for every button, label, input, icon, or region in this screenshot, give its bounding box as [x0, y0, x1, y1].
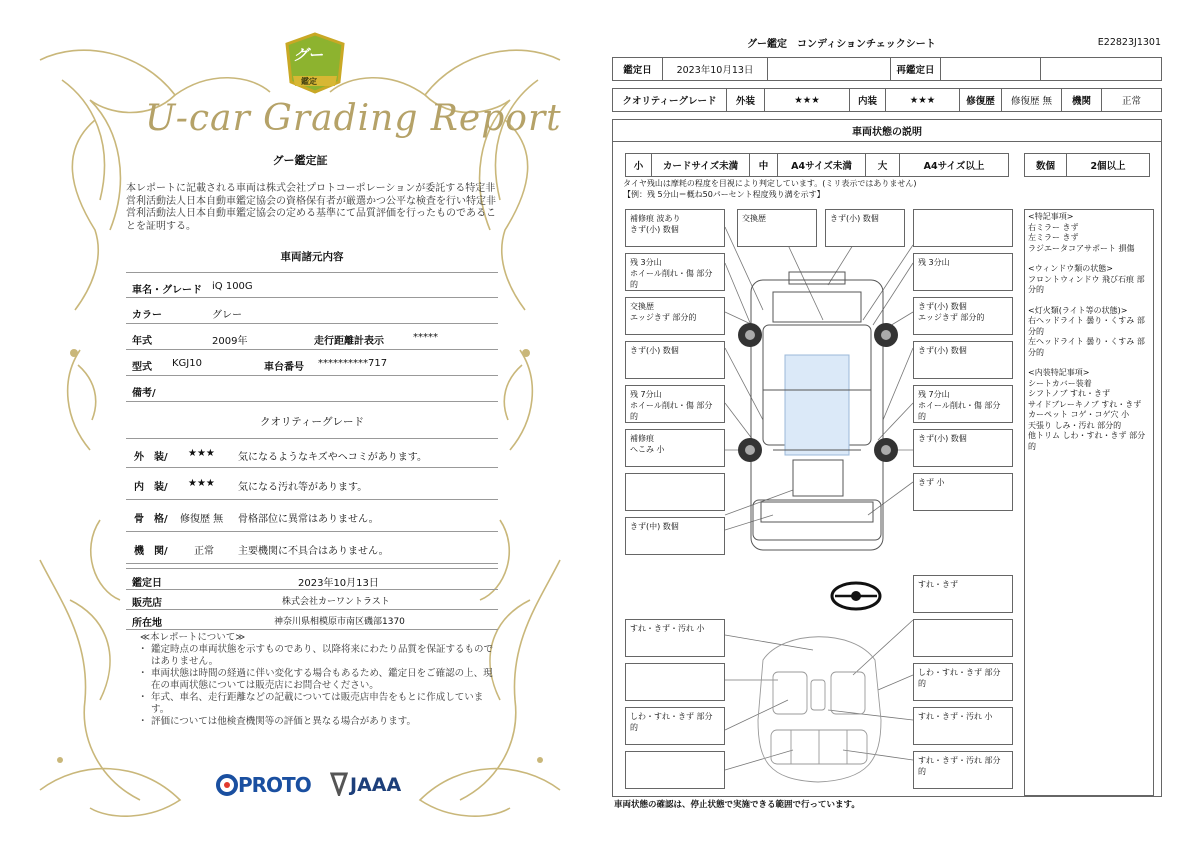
info-row-dealer [126, 590, 498, 610]
cert-title: グー鑑定証 [272, 154, 328, 167]
badge-text-top: グー [293, 46, 324, 64]
ext-box-top-3: きず(小) 数個 [825, 209, 905, 247]
sheet-date-label: 鑑定日 [613, 58, 663, 80]
int-box-left-2 [625, 663, 725, 701]
notes-heading: ≪本レポートについて≫ [140, 632, 246, 643]
ext-box-left-3: 交換歴 エッジきず 部分的 [625, 297, 725, 335]
proto-logo-text: PROTO [238, 773, 311, 797]
footer-logos [216, 772, 416, 800]
special-item: ラジエータコアサポート 損傷 [1028, 243, 1135, 253]
quality-heading: クオリティーグレード [260, 416, 364, 428]
special-item: 右ミラー きず [1028, 222, 1079, 232]
cert-text: 本レポートに記載される車両は株式会社プロトコーポレーションが委託する特定非営利活動法人日本自動車鑑定協会の資格保有者が厳選かつ公平な検査を行い特定非営利活動法人日本自動車鑑定協会の定める基準にて品質評価を行ったものであることを証明する。 [126, 183, 496, 232]
ext-label: 外装 [727, 89, 765, 111]
redate-value [941, 58, 1041, 80]
ext-value: ★★★ [765, 89, 850, 111]
info-row-date [126, 568, 498, 590]
date-blank [768, 58, 891, 80]
lights-item: 右ヘッドライト 曇り・くすみ 部分的 [1028, 316, 1145, 336]
quality-row-interior [126, 468, 498, 500]
interior-item: シートカバー装着 [1028, 378, 1092, 388]
report-notes [140, 632, 500, 728]
repair-label: 修復歴 [960, 89, 1002, 111]
interior-heading: <内装特記事項> [1028, 368, 1090, 377]
engine-label: 機 関/ [134, 546, 168, 557]
note-item: ・ 年式、車名、走行距離などの記載については販売店申告をもとに作成しています。 [140, 692, 500, 716]
spec-heading: 車両諸元内容 [280, 251, 344, 263]
special-heading: <特記事項> [1028, 212, 1074, 221]
frame-text: 骨格部位に異常はありません。 [238, 514, 379, 525]
dealer-value: 株式会社カーワントラスト [282, 597, 390, 607]
note-item: ・ 評価については他検査機関等の評価と異なる場合があります。 [140, 716, 500, 728]
interior-item: サイドブレーキノブ すれ・きず [1028, 399, 1142, 409]
int-box-right-1 [913, 619, 1013, 657]
quality-row [612, 88, 1162, 112]
ext-box-left-5: 残 7分山 ホイール削れ・傷 部分的 [625, 385, 725, 423]
int-box-left-3: しわ・すれ・きず 部分的 [625, 707, 725, 745]
ext-box-left-4: きず(小) 数個 [625, 341, 725, 379]
sheet-footer: 車両状態の確認は、停止状態で実施できる範囲で行っています。 [614, 800, 860, 810]
year-label: 年式 [132, 336, 152, 347]
ext-box-left-1: 補修痕 波あり きず(小) 数個 [625, 209, 725, 247]
int-box-left-1: すれ・きず・汚れ 小 [625, 619, 725, 657]
ext-box-left-6: 補修痕 へこみ 小 [625, 429, 725, 467]
exterior-stars: ★★★ [188, 448, 215, 459]
condition-heading: 車両状態の説明 [613, 120, 1161, 142]
ext-box-right-2: 残 3分山 [913, 253, 1013, 291]
size-large: 大 [866, 154, 900, 176]
interior-item: 天張り しみ・汚れ 部分的 [1028, 420, 1122, 430]
spec-row-remarks [126, 376, 498, 402]
int-box-right-3: すれ・きず・汚れ 小 [913, 707, 1013, 745]
sheet-title: グー鑑定 コンディションチェックシート [747, 39, 936, 50]
ext-box-right-7: きず 小 [913, 473, 1013, 511]
model-value: KGJ10 [172, 358, 202, 369]
ext-box-right-3: きず(小) 数個 エッジきず 部分的 [913, 297, 1013, 335]
quality-row-frame [126, 500, 498, 532]
engine-label: 機関 [1062, 89, 1102, 111]
info-row-address [126, 610, 498, 630]
lights-heading: <灯火類(ライト等の状態)> [1028, 305, 1128, 315]
chassis-label: 車台番号 [264, 362, 304, 373]
spec-row-name [126, 272, 498, 298]
dealer-label: 販売店 [132, 598, 162, 609]
model-label: 型式 [132, 362, 152, 373]
jaaa-logo-icon [330, 772, 348, 796]
int-label: 内装 [850, 89, 886, 111]
name-value: iQ 100G [212, 281, 253, 292]
sheet-date-value: 2023年10月13日 [663, 58, 768, 80]
mileage-label: 走行距離計表示 [314, 336, 384, 347]
int-value: ★★★ [886, 89, 960, 111]
note-item: ・ 車両状態は時間の経過に伴い変化する場合もあるため、鑑定日をご確認の上、現在の車両状態については販売店にお問合せください。 [140, 668, 500, 692]
frame-label: 骨 格/ [134, 514, 168, 525]
int-box-left-4 [625, 751, 725, 789]
window-item: フロントウィンドウ 飛び石痕 部分的 [1028, 274, 1145, 294]
ext-box-left-8: きず(中) 数個 [625, 517, 725, 555]
frame-value: 修復歴 無 [180, 514, 224, 525]
special-item: 左ミラー きず [1028, 233, 1079, 242]
redate-label: 再鑑定日 [891, 58, 941, 80]
quality-row-engine [126, 532, 498, 564]
engine-value: 正常 [1121, 96, 1141, 107]
int-box-right-4: すれ・きず・汚れ 部分的 [913, 751, 1013, 789]
name-label: 車名・グレード [132, 285, 202, 296]
ext-box-right-5: 残 7分山 ホイール削れ・傷 部分的 [913, 385, 1013, 423]
lights-item: 左ヘッドライト 曇り・くすみ 部分的 [1028, 337, 1145, 357]
ext-box-left-7 [625, 473, 725, 511]
repair-value: 修復歴 無 [1002, 89, 1062, 111]
mileage-value: ***** [413, 332, 438, 343]
redate-blank [1041, 58, 1161, 80]
report-script-title: U-car Grading Report [145, 98, 562, 139]
ext-box-left-2: 残 3分山 ホイール削れ・傷 部分的 [625, 253, 725, 291]
date-label: 鑑定日 [132, 578, 162, 589]
interior-stars: ★★★ [188, 478, 215, 489]
badge-text-bottom: 鑑定 [301, 77, 317, 86]
color-value: グレー [212, 310, 242, 321]
size-mid: 中 [750, 154, 778, 176]
count-desc: 2個以上 [1090, 161, 1126, 172]
int-box-right-2: しわ・すれ・きず 部分的 [913, 663, 1013, 701]
remarks-label: 備考/ [132, 388, 156, 399]
sheet-code: E22823J1301 [1097, 37, 1161, 48]
color-label: カラー [132, 310, 162, 321]
ext-box-right-4: きず(小) 数個 [913, 341, 1013, 379]
window-heading: <ウィンドウ類の状態> [1028, 264, 1113, 273]
size-large-desc: A4サイズ以上 [923, 161, 985, 172]
year-value: 2009年 [212, 336, 248, 347]
size-mid-desc: A4サイズ未満 [778, 154, 866, 176]
interior-item: 他トリム しわ・すれ・きず 部分的 [1028, 431, 1146, 451]
interior-item: カーペット コゲ・コゲ穴 小 [1028, 410, 1130, 419]
size-small-desc: カードサイズ未満 [652, 154, 750, 176]
engine-text: 主要機関に不具合はありません。 [238, 546, 389, 557]
spec-row-model [126, 350, 498, 376]
note-item: ・ 鑑定時点の車両状態を示すものであり、以降将来にわたり品質を保証するものではありません。 [140, 644, 500, 668]
ext-box-right-6: きず(小) 数個 [913, 429, 1013, 467]
address-value: 神奈川県相模原市南区磯部1370 [274, 617, 405, 627]
condition-check-sheet [607, 30, 1167, 820]
interior-label: 内 装/ [134, 482, 168, 493]
date-row [612, 57, 1162, 81]
tire-note-2: 【例：残 5分山＝概ね50パーセント程度残り溝を示す】 [623, 190, 825, 199]
exterior-label: 外 装/ [134, 452, 168, 463]
proto-logo-icon [216, 774, 238, 796]
jaaa-logo-text: JAAA [350, 774, 402, 796]
condition-frame [612, 119, 1162, 797]
engine-value: 正常 [194, 546, 214, 557]
tire-note-1: タイヤ残山は摩耗の程度を目視により判定しています。(ミリ表示ではありません) [623, 179, 917, 188]
count-label: 数個 [1025, 154, 1067, 176]
spec-row-color [126, 298, 498, 324]
exterior-text: 気になるようなキズやヘコミがあります。 [238, 452, 427, 463]
ext-box-top-2: 交換歴 [737, 209, 817, 247]
size-small: 小 [626, 154, 652, 176]
int-box-steering: すれ・きず [913, 575, 1013, 613]
date-value: 2023年10月13日 [298, 578, 379, 589]
chassis-value: **********717 [318, 358, 388, 369]
address-label: 所在地 [132, 618, 162, 629]
quality-label: クオリティーグレード [613, 89, 727, 111]
interior-item: シフトノブ すれ・きず [1028, 389, 1111, 398]
ext-box-top-4 [913, 209, 1013, 247]
interior-text: 気になる汚れ等があります。 [238, 482, 368, 493]
special-notes-box [1024, 209, 1154, 796]
quality-row-exterior [126, 438, 498, 468]
spec-row-year [126, 324, 498, 350]
